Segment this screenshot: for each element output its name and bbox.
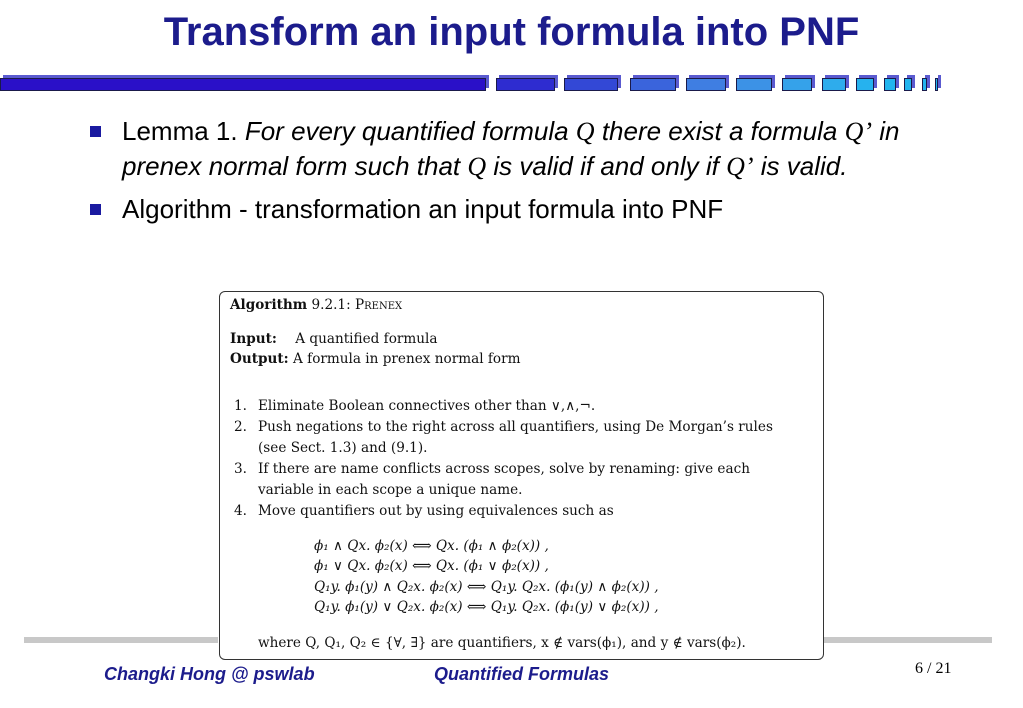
decor-bar	[904, 78, 912, 91]
algorithm-step: 1. Eliminate Boolean connectives other than ∨,∧,¬.	[234, 398, 596, 414]
footer-author: Changki Hong @ pswlab	[104, 664, 315, 684]
algorithm-step-continuation: variable in each scope a unique name.	[258, 482, 523, 498]
bullet-square-icon	[90, 126, 101, 137]
algorithm-bullet-text: Algorithm - transformation an input formula into PNF	[122, 194, 724, 224]
algorithm-step: 2. Push negations to the right across all quantifiers, using De Morgan’s rules	[234, 419, 773, 435]
decor-bar	[564, 78, 618, 91]
lemma-label: Lemma 1.	[122, 116, 238, 146]
algorithm-heading-label: Algorithm	[230, 297, 308, 313]
decor-bar	[935, 78, 938, 91]
decor-bar	[884, 78, 896, 91]
bullet-list	[86, 114, 906, 226]
output-label: Output:	[230, 351, 289, 367]
footer-divider	[24, 637, 218, 643]
lemma-text: For every quantified formula	[244, 116, 569, 146]
equivalence-line: Q₁y. ϕ₁(y) ∧ Q₂x. ϕ₂(x) ⟺ Q₁y. Q₂x. (ϕ₁(y) ∧ ϕ₂(x)) ,	[314, 579, 659, 595]
bullet-square-icon	[90, 204, 101, 215]
decor-bar	[782, 78, 812, 91]
where-clause: where Q, Q₁, Q₂ ∈ {∀, ∃} are quantifiers, x ∉ vars(ϕ₁), and y ∉ vars(ϕ₂).	[258, 635, 746, 651]
bullet-lemma	[86, 114, 906, 184]
formula-symbol: Q	[467, 152, 487, 181]
lemma-text: is valid if and only if	[493, 151, 719, 181]
lemma-text: is valid.	[760, 151, 848, 181]
algorithm-box	[219, 291, 824, 660]
algorithm-step-continuation: (see Sect. 1.3) and (9.1).	[258, 440, 428, 456]
input-text: A quantified formula	[295, 331, 438, 347]
decor-bar	[496, 78, 555, 91]
decor-bar	[856, 78, 874, 91]
formula-symbol: Q	[575, 117, 595, 146]
lemma-text: there exist a formula	[601, 116, 838, 146]
input-label: Input:	[230, 331, 277, 347]
formula-symbol: Q’	[726, 152, 754, 181]
equivalence-line: ϕ₁ ∧ Qx. ϕ₂(x) ⟺ Qx. (ϕ₁ ∧ ϕ₂(x)) ,	[314, 538, 549, 554]
footer-divider	[824, 637, 992, 643]
decor-bar	[686, 78, 726, 91]
lemma-text: in prenex normal form such that	[122, 116, 900, 181]
equivalence-line: Q₁y. ϕ₁(y) ∨ Q₂x. ϕ₂(x) ⟺ Q₁y. Q₂x. (ϕ₁(y) ∨ ϕ₂(x)) ,	[314, 599, 659, 615]
decor-bar	[0, 78, 486, 91]
slide-title: Transform an input formula into PNF	[163, 10, 860, 54]
decor-bar	[630, 78, 676, 91]
algorithm-name: Prenex	[354, 297, 403, 313]
decor-bar	[822, 78, 846, 91]
output-text: A formula in prenex normal form	[293, 351, 521, 367]
algorithm-step: 4. Move quantifiers out by using equivalences such as	[234, 503, 614, 519]
page-number: 6 / 21	[915, 660, 952, 677]
decor-bar	[922, 78, 927, 91]
equivalence-line: ϕ₁ ∨ Qx. ϕ₂(x) ⟺ Qx. (ϕ₁ ∨ ϕ₂(x)) ,	[314, 558, 549, 574]
bullet-algorithm	[86, 192, 906, 226]
algorithm-heading	[230, 297, 402, 313]
algorithm-output	[230, 351, 520, 367]
decor-bar	[736, 78, 772, 91]
algorithm-step: 3. If there are name conflicts across scopes, solve by renaming: give each	[234, 461, 750, 477]
algorithm-number: 9.2.1:	[311, 297, 351, 313]
formula-symbol: Q’	[844, 117, 873, 146]
algorithm-input	[230, 331, 437, 347]
footer-topic: Quantified Formulas	[434, 664, 610, 684]
decorative-bar-strip	[0, 74, 960, 96]
